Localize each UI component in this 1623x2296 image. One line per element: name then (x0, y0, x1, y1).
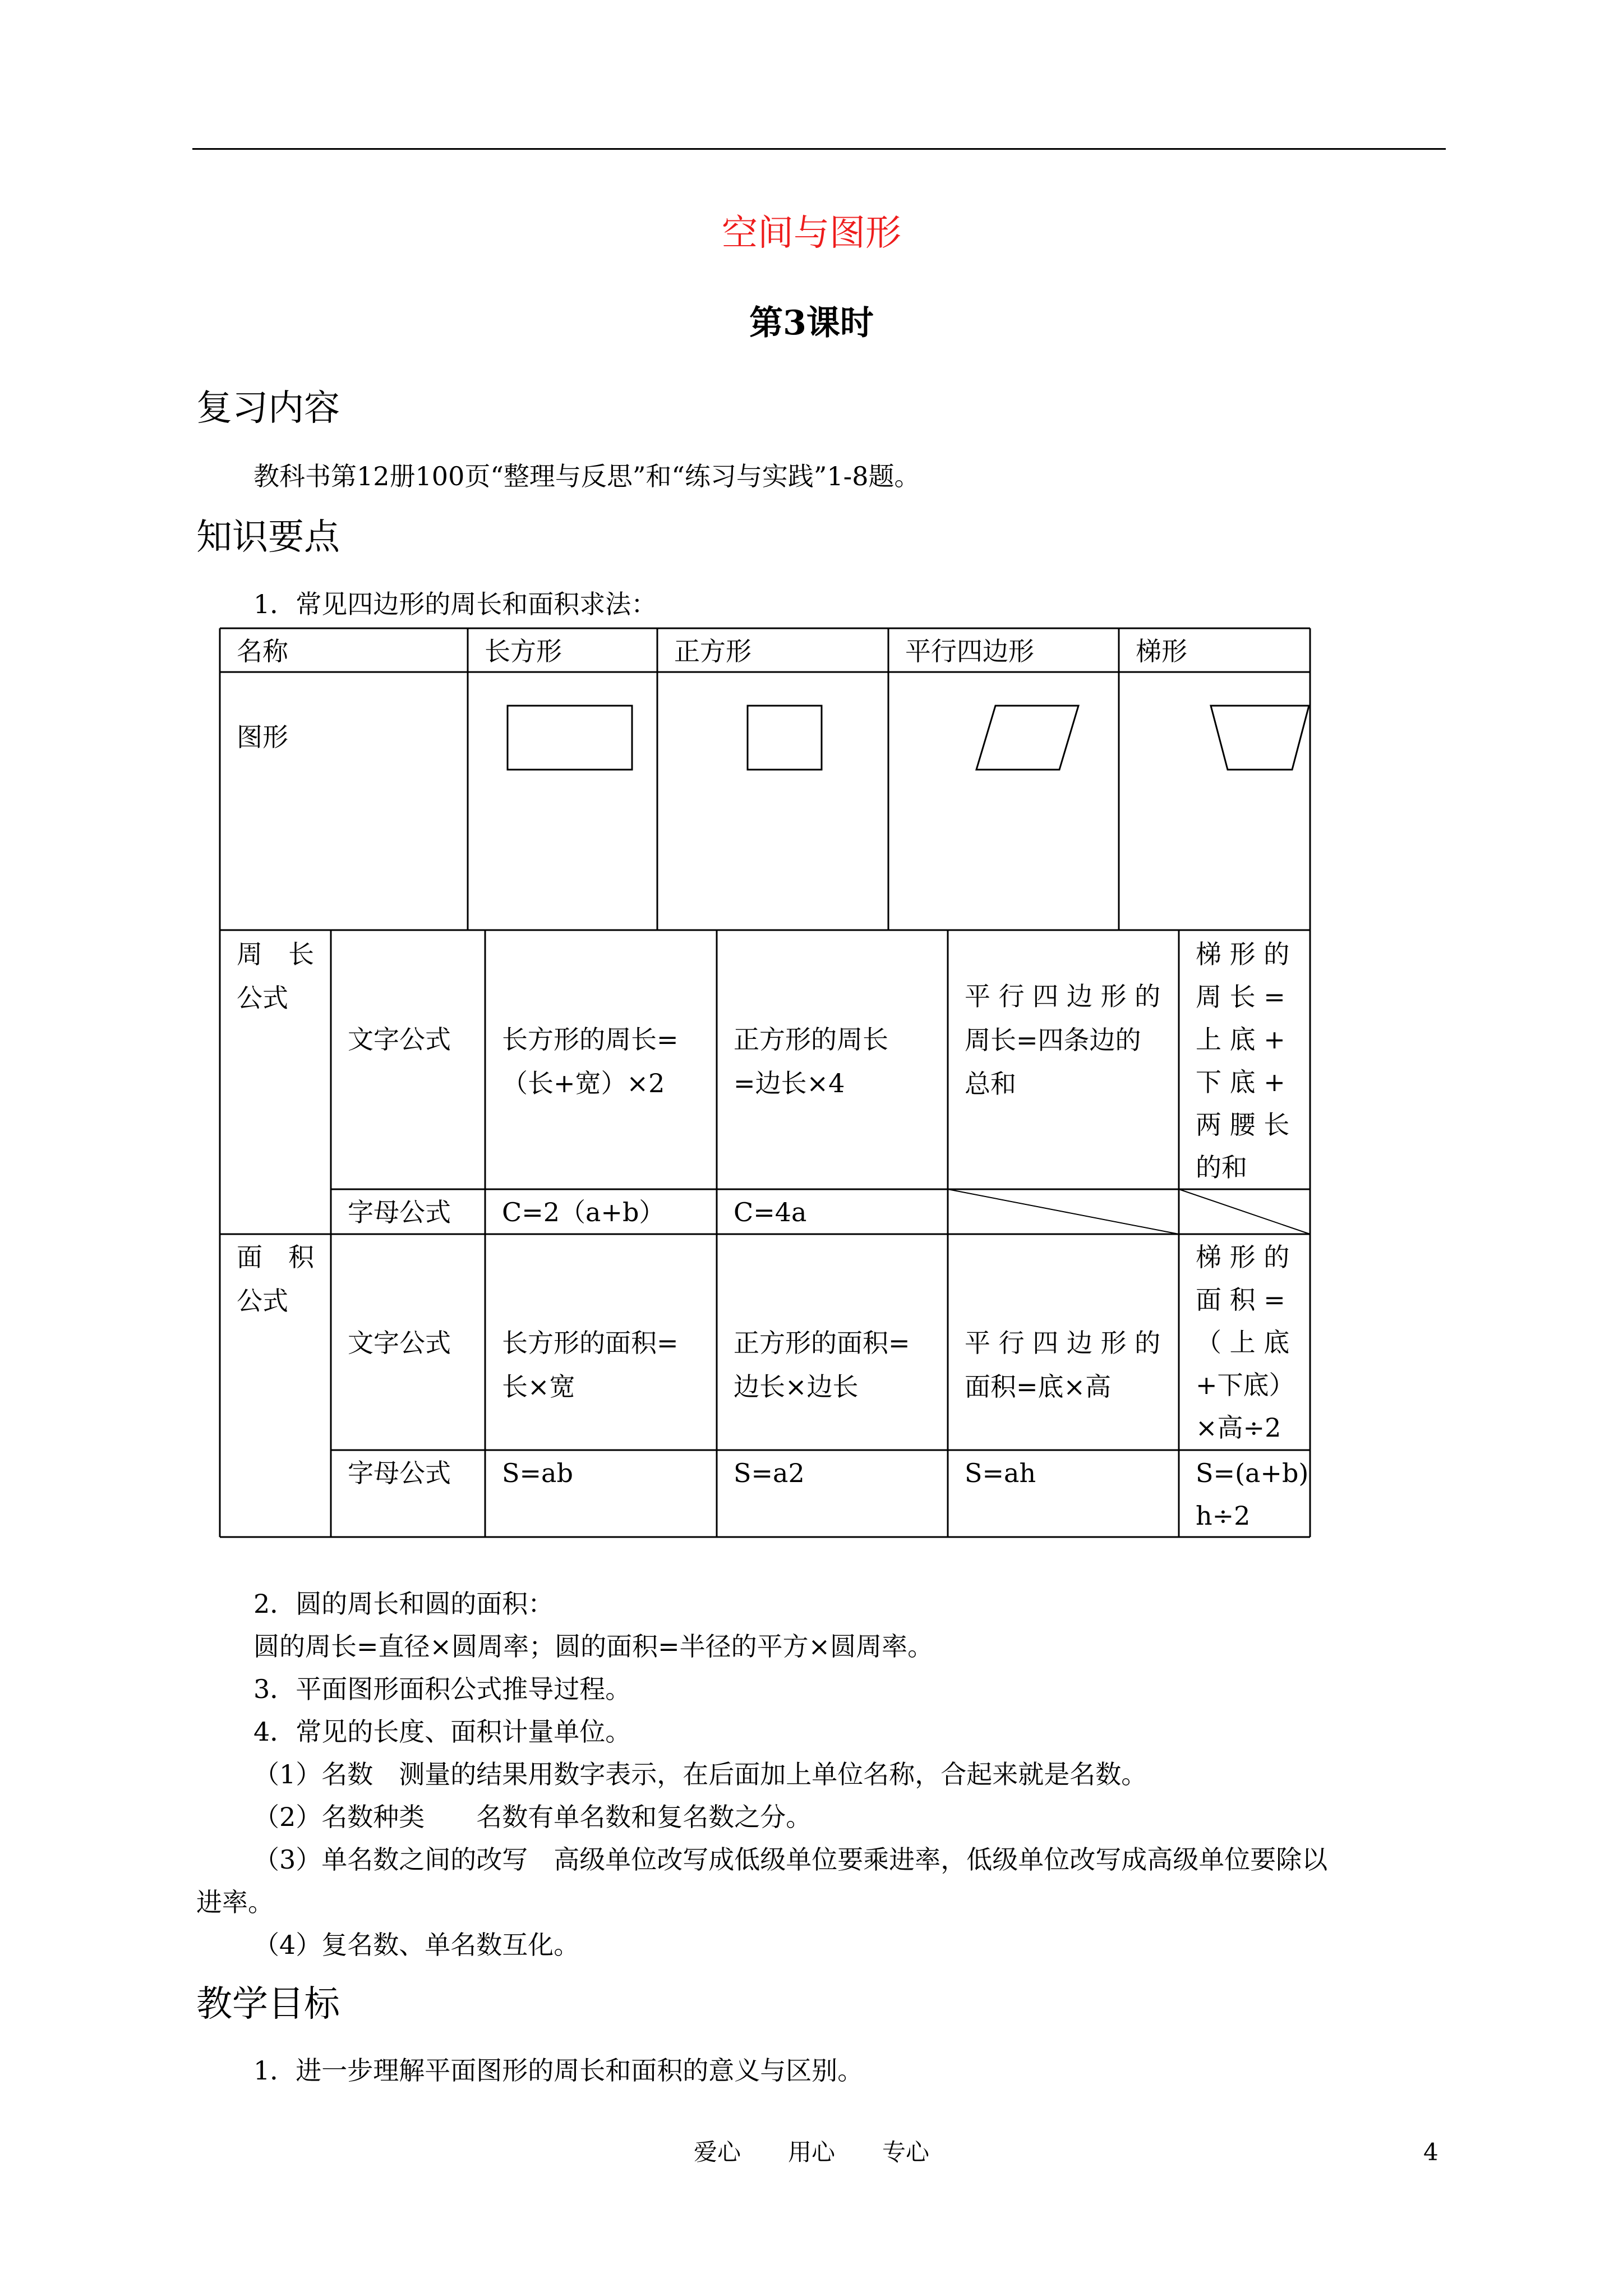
area-letter-label: 字母公式 (348, 1458, 451, 1488)
area-trap-text-2: 面 积 = (1196, 1285, 1285, 1315)
header-square: 正方形 (674, 636, 751, 666)
sub-item-3-line1: （3）单名数之间的改写 高级单位改写成低级单位要乘进率，低级单位改写成高级单位要除以 (253, 1844, 1328, 1875)
area-label-line2: 公式 (237, 1286, 288, 1316)
area-trap-text-3: （ 上 底 (1196, 1327, 1290, 1358)
header-parallelogram: 平行四边形 (905, 636, 1034, 666)
header-name: 名称 (237, 636, 288, 666)
rectangle-figure (508, 706, 632, 770)
square-figure (748, 706, 822, 770)
parallelogram-figure (976, 706, 1078, 770)
knowledge-heading: 知识要点 (196, 517, 340, 558)
perimeter-rect-letter: C=2（a+b） (502, 1197, 665, 1227)
perimeter-label-line1: 周 长 (237, 939, 314, 969)
shape-row-label: 图形 (237, 722, 288, 752)
footer-motto: 爱心 用心 专心 (693, 2138, 929, 2166)
perimeter-trap-text-4: 下 底 + (1196, 1067, 1285, 1097)
perimeter-para-text-2: 周长=四条边的 (965, 1025, 1141, 1055)
review-text: 教科书第12册100页“整理与反思”和“练习与实践”1-8题。 (253, 461, 920, 491)
area-square-text-1: 正方形的面积= (734, 1328, 910, 1358)
page-title: 空间与图形 (722, 213, 901, 254)
item-3: 3．平面图形面积公式推导过程。 (253, 1674, 631, 1704)
sub-item-4: （4）复名数、单名数互化。 (253, 1930, 580, 1960)
perimeter-para-text-3: 总和 (965, 1069, 1016, 1099)
perimeter-letter-label: 字母公式 (348, 1197, 451, 1227)
area-label-line1: 面 积 (237, 1242, 314, 1272)
area-para-text-2: 面积=底×高 (965, 1372, 1112, 1402)
perimeter-rect-text-2: （长+宽）×2 (502, 1068, 665, 1098)
item-2: 2．圆的周长和圆的面积： (253, 1589, 554, 1619)
area-text-label: 文字公式 (348, 1328, 451, 1358)
item-1: 1．常见四边形的周长和面积求法： (253, 589, 657, 619)
review-heading: 复习内容 (196, 388, 340, 429)
area-rect-text-2: 长×宽 (502, 1372, 575, 1402)
goals-heading: 教学目标 (196, 1984, 340, 2025)
area-trap-letter-2: h÷2 (1196, 1501, 1251, 1531)
perimeter-label-line2: 公式 (237, 983, 288, 1013)
area-para-letter: S=ah (965, 1458, 1036, 1488)
perimeter-trap-text-5: 两 腰 长 (1196, 1110, 1290, 1140)
area-trap-text-5: ×高÷2 (1196, 1412, 1281, 1443)
area-trap-text-1: 梯 形 的 (1196, 1242, 1290, 1272)
item-4: 4．常见的长度、面积计量单位。 (253, 1717, 631, 1747)
perimeter-para-text-1: 平 行 四 边 形 的 (965, 981, 1161, 1011)
area-rect-letter: S=ab (502, 1458, 573, 1488)
perimeter-text-label: 文字公式 (348, 1024, 451, 1055)
area-rect-text-1: 长方形的面积= (502, 1328, 679, 1358)
sub-item-3-line2: 进率。 (196, 1887, 274, 1917)
area-square-letter: S=a2 (734, 1458, 805, 1488)
item-2-detail: 圆的周长=直径×圆周率；圆的面积=半径的平方×圆周率。 (253, 1631, 934, 1662)
goal-1: 1．进一步理解平面图形的周长和面积的意义与区别。 (253, 2055, 864, 2086)
perimeter-trap-text-3: 上 底 + (1196, 1024, 1285, 1055)
area-trap-text-4: +下底） (1196, 1370, 1295, 1400)
perimeter-trap-text-6: 的和 (1196, 1152, 1247, 1182)
header-rectangle: 长方形 (485, 636, 562, 666)
perimeter-rect-text-1: 长方形的周长= (502, 1024, 679, 1055)
area-trap-letter-1: S=(a+b) (1196, 1458, 1309, 1488)
sub-item-1: （1）名数 测量的结果用数字表示，在后面加上单位名称，合起来就是名数。 (253, 1759, 1147, 1789)
area-square-text-2: 边长×边长 (734, 1372, 859, 1402)
trapezoid-figure (1211, 706, 1309, 770)
perimeter-square-letter: C=4a (734, 1197, 807, 1227)
perimeter-trap-text-2: 周 长 = (1196, 982, 1285, 1012)
shape-figures (0, 0, 1623, 930)
perimeter-square-text-1: 正方形的周长 (734, 1024, 888, 1055)
sub-item-2: （2）名数种类 名数有单名数和复名数之分。 (253, 1802, 812, 1832)
perimeter-trap-text-1: 梯 形 的 (1196, 939, 1290, 969)
page-number: 4 (1423, 2138, 1438, 2166)
lesson-subtitle: 第3课时 (749, 303, 874, 343)
perimeter-square-text-2: =边长×4 (734, 1068, 845, 1098)
header-trapezoid: 梯形 (1136, 636, 1187, 666)
area-para-text-1: 平 行 四 边 形 的 (965, 1328, 1161, 1358)
